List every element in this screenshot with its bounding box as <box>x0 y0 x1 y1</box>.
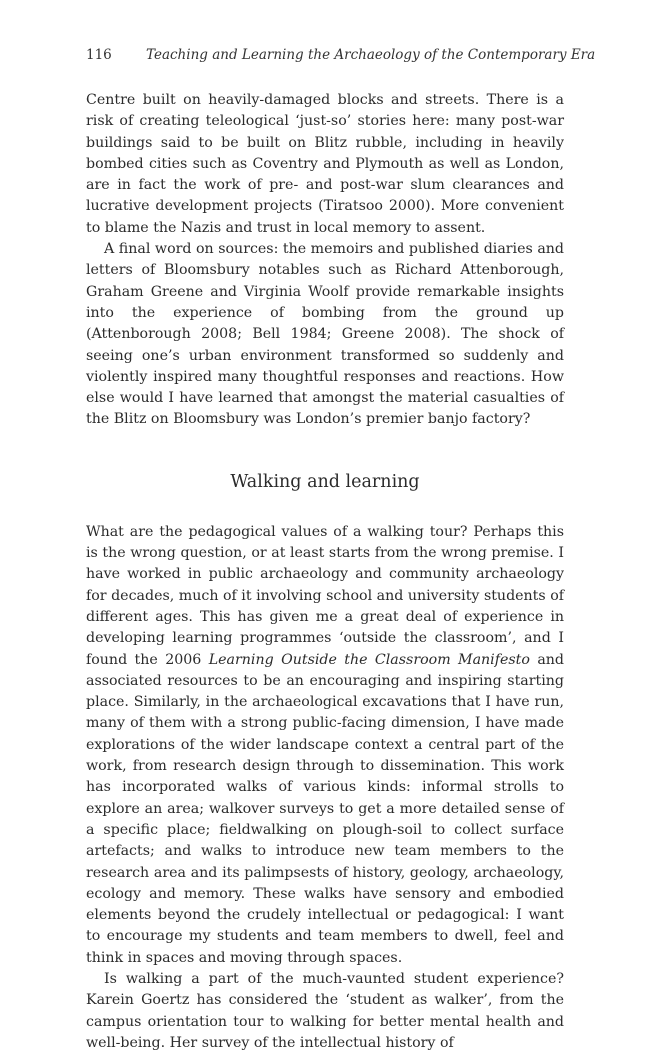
running-title: Teaching and Learning the Archaeology of the Contemporary Era <box>146 47 596 63</box>
paragraph-walking-tour <box>86 522 564 969</box>
section-heading: Walking and learning <box>230 471 420 492</box>
paragraph-continued: Centre built on heavily-damaged blocks and streets. There is a risk of creating teleological ‘just-so’ stories here: many post-war buildings said to be built on Blitz rubble, including in heavily bombed cities such as Coventry and Plymouth as well as London, are in fact the work of pre- and post-war slum clearances and lucrative development projects (Tiratsoo 2000). More convenient to blame the Nazis and trust in local memory to assent. <box>86 92 564 236</box>
paragraph-sources: A final word on sources: the memoirs and published diaries and letters of Bloomsbury notables such as Richard Attenborough, Graham Greene and Virginia Woolf provide remarkable insights into the experience of bombing from the ground up (Attenborough 2008; Bell 1984; Greene 2008). The shock of seeing one’s urban environment transformed so suddenly and violently inspired many thoughtful responses and reactions. How else would I have learned that amongst the material casualties of the Blitz on Bloomsbury was London’s premier banjo factory? <box>86 241 564 428</box>
paragraph-student-walker: Is walking a part of the much-vaunted student experience? Karein Goertz has considered the ‘student as walker’, from the campus orientation tour to walking for better mental health and well-being. Her survey of the intellectual history of <box>86 970 564 1051</box>
paragraph-text: and associated resources to be an encouraging and inspiring starting place. Similarly, in the archaeological excavations that I have run, many of them with a strong public-facing dimension, I have made explorations of the wider landscape context a central part of the work, from research design through to dissemination. This work has incorporated walks of various kinds: informal strolls to explore an area; walkover surveys to get a more detailed sense of a specific place; fieldwalking on plough-soil to collect surface artefacts; and walks to introduce new team members to the research area and its palimpsests of history, geology, archaeology, ecology and memory. These walks have sensory and embodied elements beyond the crudely intellectual or pedagogical: I want to encourage my students and team members to dwell, feel and think in spaces and moving through spaces. <box>86 651 564 966</box>
page-number: 116 <box>86 47 112 63</box>
body-text <box>86 90 564 1054</box>
paragraph-text: What are the pedagogical values of a walking tour? Perhaps this is the wrong question, or at least starts from the wrong premise. I have worked in public archaeology and community archaeology for decades, much of it involving school and university students of different ages. This has given me a great deal of experience in developing learning programmes ‘outside the classroom’, and I found the 2006 <box>86 523 564 668</box>
manifesto-title: Learning Outside the Classroom Manifesto <box>208 651 530 668</box>
running-header <box>86 46 596 64</box>
